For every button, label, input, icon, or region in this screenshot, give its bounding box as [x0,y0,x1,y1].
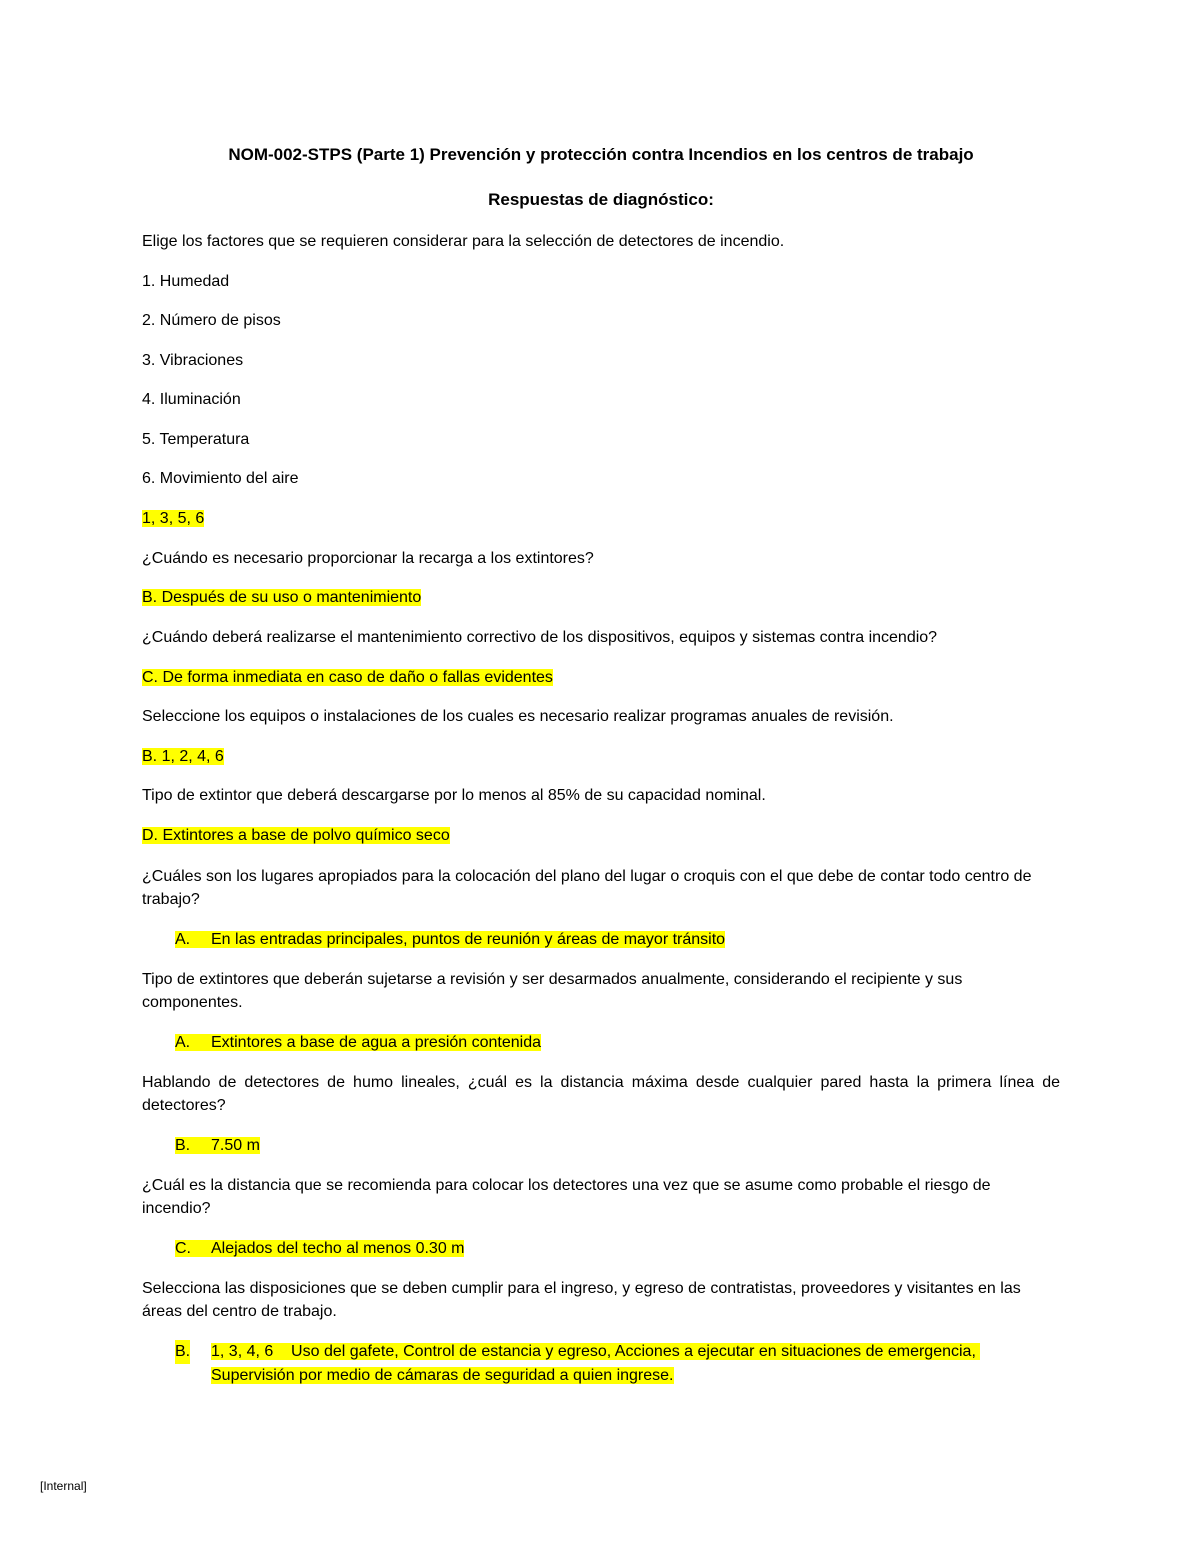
q6-answer-label: A. [175,931,191,948]
q1-option-5: 5. Temperatura [142,431,250,448]
q1-option-6: 6. Movimiento del aire [142,470,299,487]
q9-answer: Alejados del techo al menos 0.30 m [211,1240,465,1257]
q10-answer-label: B. [175,1340,190,1364]
q2-answer: B. Después de su uso o mantenimiento [142,589,422,606]
q2-question: ¿Cuándo es necesario proporcionar la recarga a los extintores? [142,550,594,567]
q3-answer: C. De forma inmediata en caso de daño o fallas evidentes [142,669,553,686]
q1-question: Elige los factores que se requieren considerar para la selección de detectores de incendio. [142,233,785,250]
q4-question: Seleccione los equipos o instalaciones de los cuales es necesario realizar programas anuales de revisión. [142,708,894,725]
q5-question: Tipo de extintor que deberá descargarse por lo menos al 85% de su capacidad nominal. [142,787,766,804]
q10-question: Selecciona las disposiciones que se deben cumplir para el ingreso, y egreso de contratistas, proveedores y visitantes en las áreas del centro de trabajo. [142,1280,1021,1320]
q6-question: ¿Cuáles son los lugares apropiados para la colocación del plano del lugar o croquis con el que debe de contar todo centro de trabajo? [142,868,1032,908]
q7-answer-label: A. [175,1034,191,1051]
classification-footer: [Internal] [40,1479,87,1493]
document-subtitle: Respuestas de diagnóstico: [488,190,714,209]
q8-question: Hablando de detectores de humo lineales, ¿cuál es la distancia máxima desde cualquier pared hasta la primera línea de detectores? [142,1074,1060,1114]
q3-question: ¿Cuándo deberá realizarse el mantenimiento correctivo de los dispositivos, equipos y sistemas contra incendio? [142,629,938,646]
q1-option-2: 2. Número de pisos [142,312,281,329]
q1-option-3: 3. Vibraciones [142,352,244,369]
document-title: NOM-002-STPS (Parte 1) Prevención y protección contra Incendios en los centros de trabajo [228,145,974,164]
q8-answer-label: B. [175,1137,191,1154]
q4-answer: B. 1, 2, 4, 6 [142,748,224,765]
q6-answer: En las entradas principales, puntos de reunión y áreas de mayor tránsito [211,931,726,948]
q5-answer: D. Extintores a base de polvo químico seco [142,827,450,844]
q9-question: ¿Cuál es la distancia que se recomienda para colocar los detectores una vez que se asume como probable el riesgo de incendio? [142,1177,991,1217]
q8-answer: 7.50 m [211,1137,260,1154]
q1-answer: 1, 3, 5, 6 [142,510,205,527]
q9-answer-label: C. [175,1240,191,1257]
q1-option-4: 4. Iluminación [142,391,241,408]
q7-answer: Extintores a base de agua a presión contenida [211,1034,542,1051]
q1-option-1: 1. Humedad [142,273,230,290]
q7-question: Tipo de extintores que deberán sujetarse a revisión y ser desarmados anualmente, considerando el recipiente y sus componentes. [142,971,963,1011]
q10-answer: 1, 3, 4, 6 Uso del gafete, Control de estancia y egreso, Acciones a ejecutar en situaciones de emergencia, Supervisión por medio de cámaras de seguridad a quien ingrese. [211,1343,981,1384]
